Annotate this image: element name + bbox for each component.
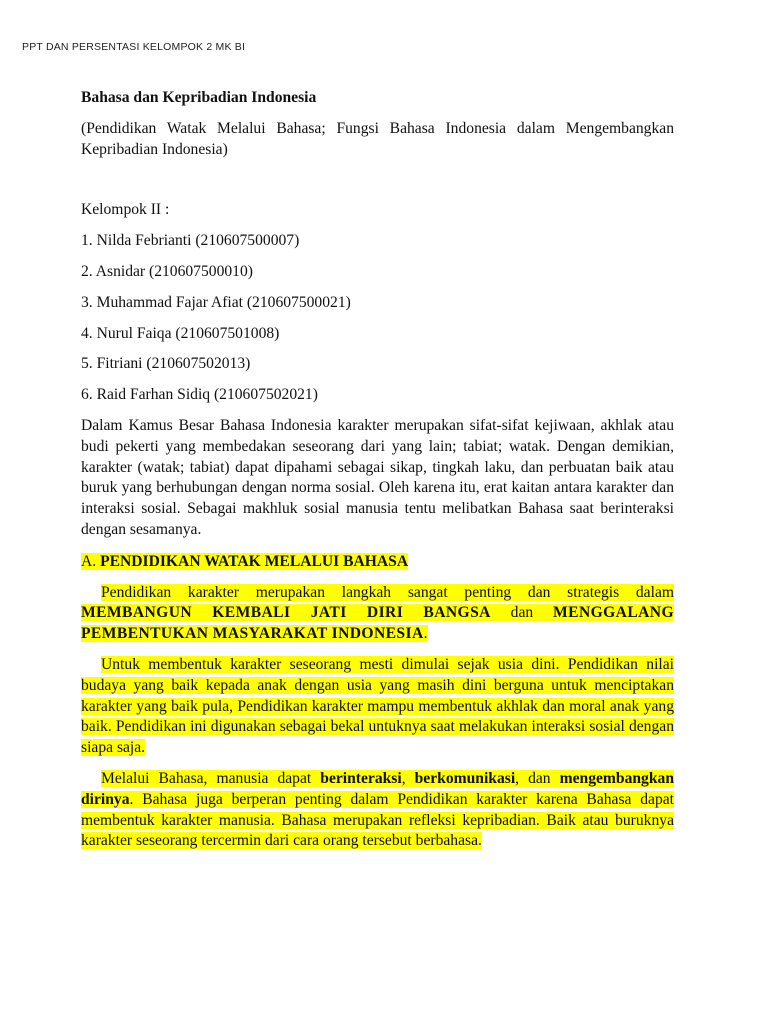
document-title: Bahasa dan Kepribadian Indonesia	[81, 89, 317, 106]
emphasis-text: berinteraksi	[320, 769, 402, 787]
intro-paragraph: Dalam Kamus Besar Bahasa Indonesia karakter merupakan sifat-sifat kejiwaan, akhlak atau budi pekerti yang membedakan seseorang dari yang lain; tabiat; watak. Dengan demikian, karakter (watak; tabiat) dapat dipahami sebagai sikap, tingkah laku, dan perbuatan baik atau buruk yang berhubungan dengan norma sosial. Oleh karena itu, erat kaitan antara karakter dan interaksi sosial. Sebagai makhluk sosial manusia tentu melibatkan Bahasa saat berinteraksi dengan sesamanya.	[81, 416, 674, 538]
section-heading-text: PENDIDIKAN WATAK MELALUI BAHASA	[100, 552, 409, 570]
document-subtitle: (Pendidikan Watak Melalui Bahasa; Fungsi Bahasa Indonesia dalam Mengembangkan Kepribadian Indonesia)	[81, 119, 674, 158]
paragraph-text: .	[423, 625, 428, 643]
section-a-paragraph-3	[81, 769, 674, 852]
emphasis-text: MEMBANGUN KEMBALI JATI DIRI BANGSA	[81, 604, 491, 622]
paragraph-text: , dan	[515, 769, 560, 787]
section-letter: A.	[81, 552, 97, 570]
emphasis-text: berkomunikasi	[414, 769, 516, 787]
section-a-paragraph-2	[81, 655, 674, 759]
paragraph-text: dan	[490, 604, 554, 622]
emphasis-text: mengembangkan dirinya	[81, 769, 674, 808]
section-a-heading	[81, 552, 674, 573]
document-body	[81, 88, 674, 852]
list-item: 6. Raid Farhan Sidiq (210607502021)	[81, 386, 318, 404]
list-item: 3. Muhammad Fajar Afiat (210607500021)	[81, 293, 351, 311]
list-item: 5. Fitriani (210607502013)	[81, 355, 251, 373]
paragraph-text: Untuk membentuk karakter seseorang mesti dimulai sejak usia dini. Pendidikan nilai budaya yang baik kepada anak dengan usia yang masih dini berguna untuk menciptakan karakter yang baik pula, Pendidikan karakter mampu membentuk akhlak dan moral anak yang baik. Pendidikan ini digunakan sebagai bekal untuknya saat melakukan interaksi sosial dengan siapa saja.	[81, 655, 674, 757]
emphasis-text: MENGGALANG PEMBENTUKAN MASYARAKAT INDONESIA	[81, 604, 674, 643]
list-item: 4. Nurul Faiqa (210607501008)	[81, 324, 280, 342]
paragraph-text: . Bahasa juga berperan penting dalam Pendidikan karakter karena Bahasa dapat membentuk karakter manusia. Bahasa merupakan refleksi kepribadian. Baik atau buruknya karakter seseorang tercermin dari cara orang tersebut berbahasa.	[81, 790, 674, 850]
page-header: PPT DAN PERSENTASI KELOMPOK 2 MK BI	[22, 41, 246, 53]
group-label: Kelompok II :	[81, 201, 170, 219]
paragraph-text: Melalui Bahasa, manusia dapat	[101, 769, 321, 787]
paragraph-text: Pendidikan karakter merupakan langkah sangat penting dan strategis dalam	[101, 583, 674, 601]
list-item: 2. Asnidar (210607500010)	[81, 262, 253, 280]
member-list	[81, 231, 674, 406]
section-a-paragraph-1	[81, 583, 674, 645]
list-item: 1. Nilda Febrianti (210607500007)	[81, 232, 300, 250]
paragraph-text: ,	[401, 769, 415, 787]
